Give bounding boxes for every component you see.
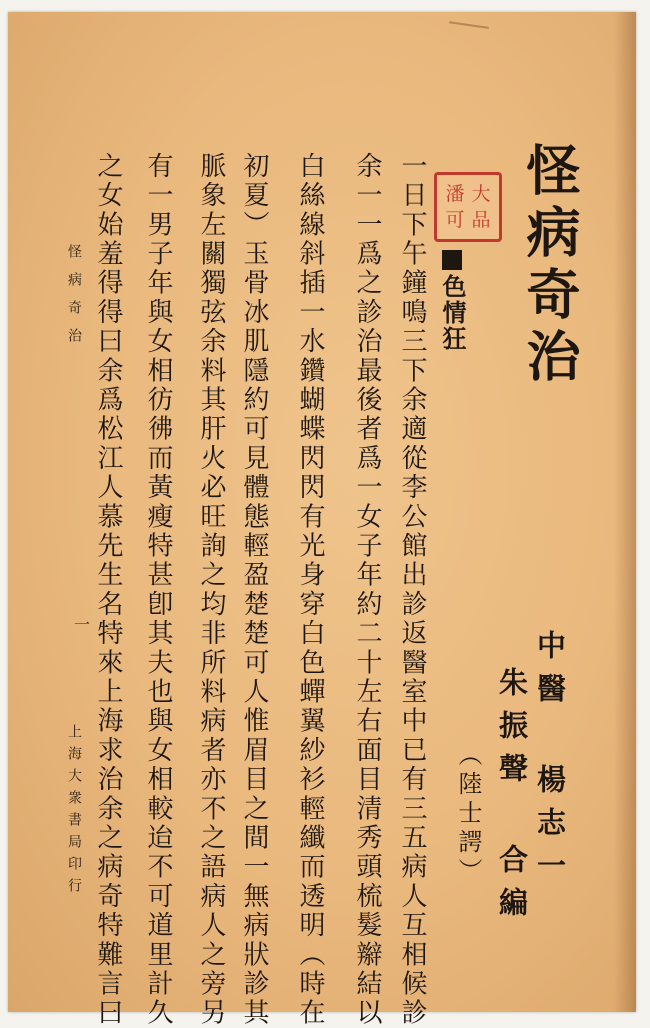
author-line-2: 朱振聲 合編 — [495, 667, 529, 930]
body-column-2: 余一一爲之診治最後者爲一女子年約二十左右面目清秀頭梳髮辮結以 — [352, 152, 382, 1028]
red-seal-stamp: 潘 大 可 品 — [434, 172, 502, 242]
publisher-imprint: 上海大衆書局印行 — [66, 724, 82, 900]
body-column-5: 脈象左關獨弦余料其肝火必旺詢之均非所料病者亦不之語病人之旁另 — [196, 152, 226, 1028]
author-line-1: 中醫 楊志一 — [533, 630, 567, 893]
body-column-3: 白絲線斜插一水鑽蝴蝶閃閃有光身穿白色蟬翼紗衫輕纖而透明（時在 — [295, 152, 325, 1028]
paper-tear — [447, 21, 489, 42]
book-page — [8, 12, 636, 1028]
body-column-1: 一日下午鐘鳴三下余適從李公館出診返醫室中已有三五病人互相候診 — [397, 152, 427, 1028]
page-spine-shadow — [614, 12, 636, 1012]
page-number: 一 — [74, 615, 91, 634]
body-column-7: 之女始羞得得曰余爲松江人慕先生名特來上海求治余之病奇特難言曰 — [93, 152, 123, 1028]
translator-note: （陸士諤） — [454, 742, 482, 887]
section-bullet-icon — [442, 250, 462, 270]
section-heading: 色情狂 — [435, 250, 470, 352]
body-column-6: 有一男子年與女相彷彿而黃瘦特甚卽其夫也與女相較迨不可道里計久 — [143, 152, 173, 1028]
body-column-4: 初夏）玉骨冰肌隱約可見體態輕盈楚楚可人惟眉目之間一無病狀診其 — [239, 152, 269, 1028]
page-title: 怪病奇治 — [518, 142, 582, 390]
running-title: 怪病奇治 — [66, 244, 82, 356]
